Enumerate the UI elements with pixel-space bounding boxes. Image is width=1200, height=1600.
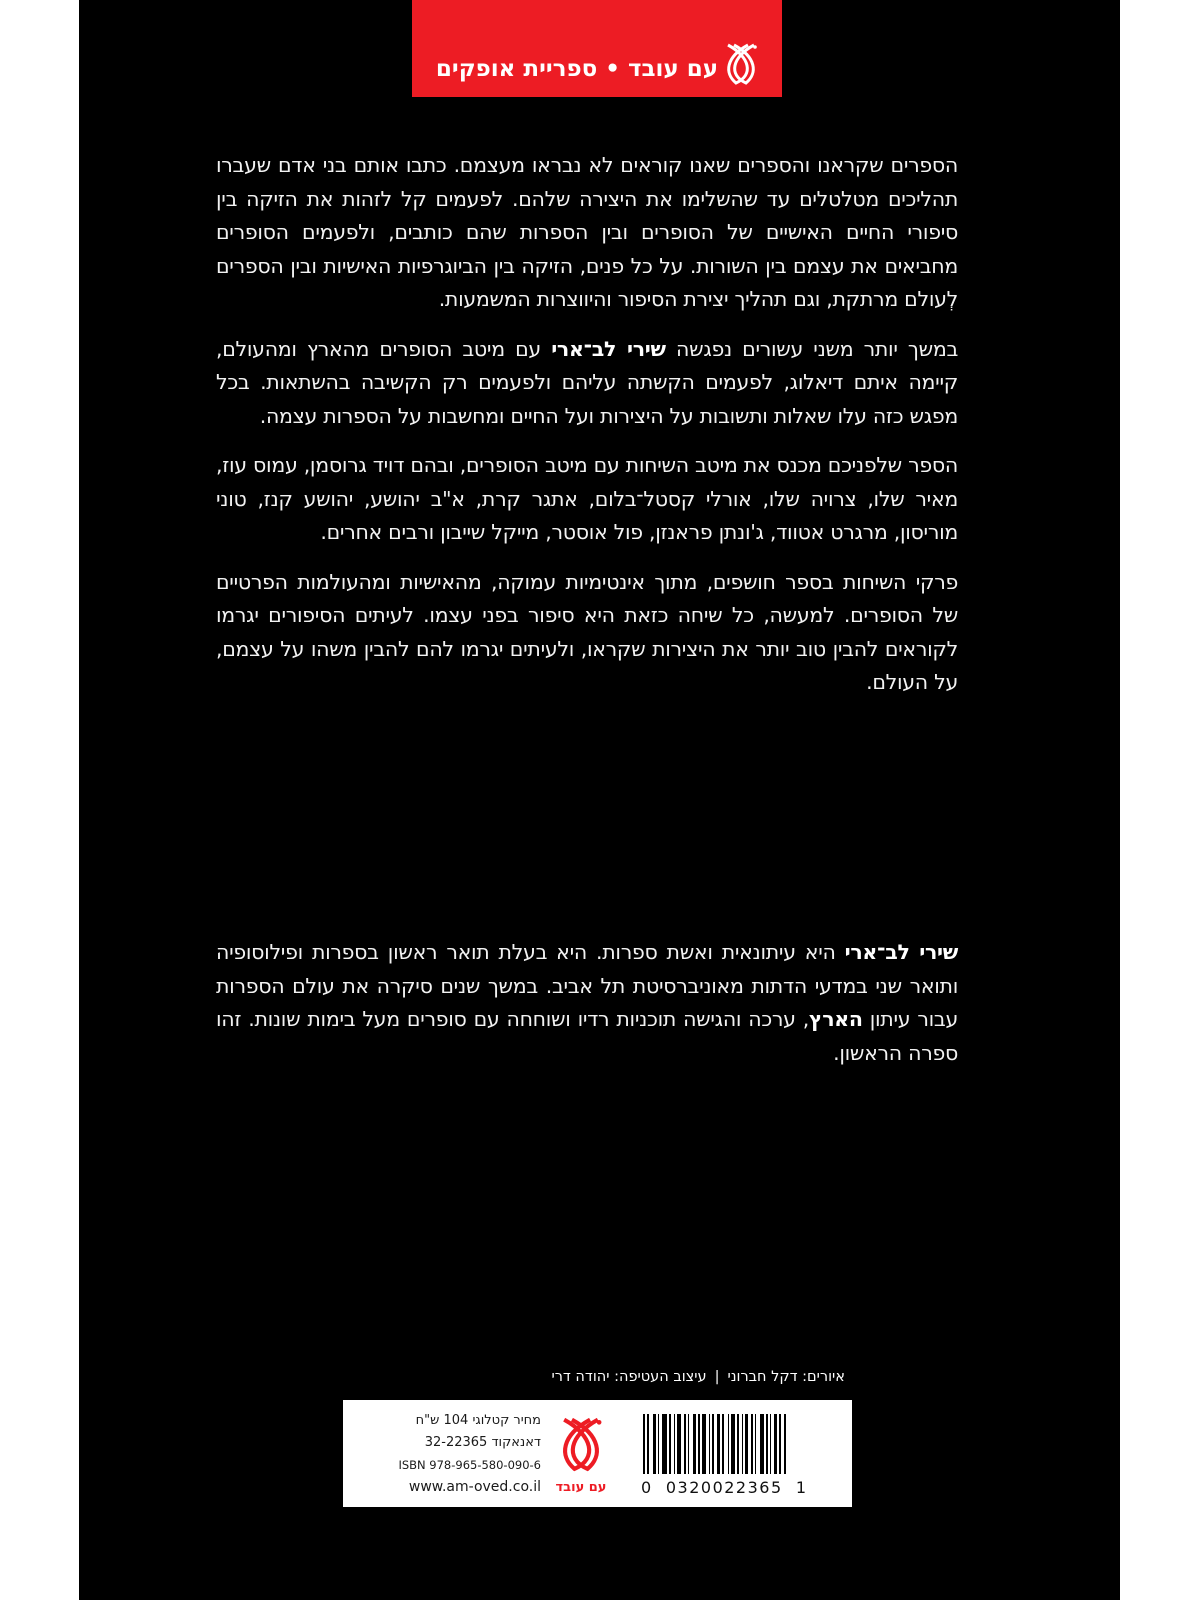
newspaper-name-bold: הארץ <box>808 1007 863 1031</box>
publisher-website: www.am-oved.co.il <box>408 1479 541 1495</box>
barcode-number: 0 0320022365 1 <box>641 1478 808 1497</box>
blurb-paragraph-2 <box>216 333 958 434</box>
blurb-paragraph-3: הספר שלפניכם מכנס את מיטב השיחות עם מיטב הסופרים, ובהם דויד גרוסמן, עמוס עוז, מאיר שלו, צרויה שלו, אורלי קסטל־בלום, אתגר קרת, א"ב יהושע, יהושע קנז, טוני מוריסון, מרגרט אטווד, ג'ונתן פראנזן, פול אוסטר, מייקל שייבון ורבים אחרים. <box>216 453 958 544</box>
blurb-paragraph-4: פרקי השיחות בספר חושפים, מתוך אינטימיות עמוקה, מהאישיות ומהעולמות הפרטיים של הסופרים. למעשה, כל שיחה כזאת היא סיפור בפני עצמו. לעיתים הסיפורים יגרמו לקוראים להבין טוב יותר את היצירות שקראו, ולעיתים יגרמו להם להבין משהו על עצמם, על העולם. <box>216 569 958 694</box>
danacode: דאנאקוד 32-22365 <box>424 1435 541 1450</box>
blurb-paragraph-1: הספרים שקראנו והספרים שאנו קוראים לא נבראו מעצמם. כתבו אותם בני אדם שעברו תהליכים מטלטלים עד שהשלימו את היצירה שלהם. לפעמים קל לזהות את הזיקה בין סיפורי החיים האישיים של הסופרים ובין הספרות שהם כותבים, ולפעמים הסופרים מחביאים את עצמם בין השורות. על כל פנים, הזיקה בין הביוגרפיות האישיות ובין הספרים לְעולם מרתקת, וגם תהליך יצירת הסיפור והיווצרות המשמעות. <box>216 153 958 311</box>
bio-text: , ערכה והגישה תוכניות רדיו ושוחחה עם סופרים מעל בימות שונות. זהו ספרה הראשון. <box>216 1007 958 1065</box>
catalog-price: מחיר קטלוגי 104 ש"ח <box>415 1413 541 1428</box>
blurb-text <box>216 149 958 716</box>
barcode <box>643 1414 821 1474</box>
credits-separator: | <box>714 1369 720 1385</box>
cover-design-credit: עיצוב העטיפה: יהודה דרי <box>551 1369 707 1385</box>
author-bio <box>216 936 958 1086</box>
publication-info-box <box>343 1400 852 1507</box>
isbn: ISBN 978-965-580-090-6 <box>398 1458 541 1472</box>
book-back-cover <box>79 0 1120 1600</box>
illustrations-credit: איורים: דקל חברוני <box>727 1369 845 1385</box>
bio-text: היא עיתונאית ואשת ספרות. היא בעלת תואר ראשון בספרות ופילוסופיה ותואר שני במדעי הדתות מאוניברסיטת תל אביב. במשך שנים סיקרה את עולם הספרות עבור עיתון <box>216 940 958 1031</box>
am-oved-logo-icon <box>724 41 758 85</box>
paragraph-text: במשך יותר משני עשורים נפגשה <box>665 336 958 361</box>
author-name-bold: שירי לב־ארי <box>551 336 666 361</box>
publisher-name: עם עובד <box>555 1480 607 1495</box>
author-name-bold: שירי לב־ארי <box>844 940 958 964</box>
credits-line <box>422 1369 845 1385</box>
publisher-logo <box>553 1412 609 1502</box>
bio-paragraph <box>216 936 958 1070</box>
paragraph-text: עם מיטב הסופרים מהארץ ומהעולם, קיימה איתם דיאלוג, לפעמים הקשתה עליהם ולפעמים רק הקשיבה בהשתאות. בכל מפגש כזה עלו שאלות ותשובות על היצירות ועל החיים ומחשבות על הספרות עצמה. <box>216 336 958 428</box>
series-banner <box>412 0 782 97</box>
publication-details <box>361 1410 541 1498</box>
series-title: עם עובד • ספריית אופקים <box>435 56 719 82</box>
am-oved-logo-icon <box>559 1412 603 1474</box>
